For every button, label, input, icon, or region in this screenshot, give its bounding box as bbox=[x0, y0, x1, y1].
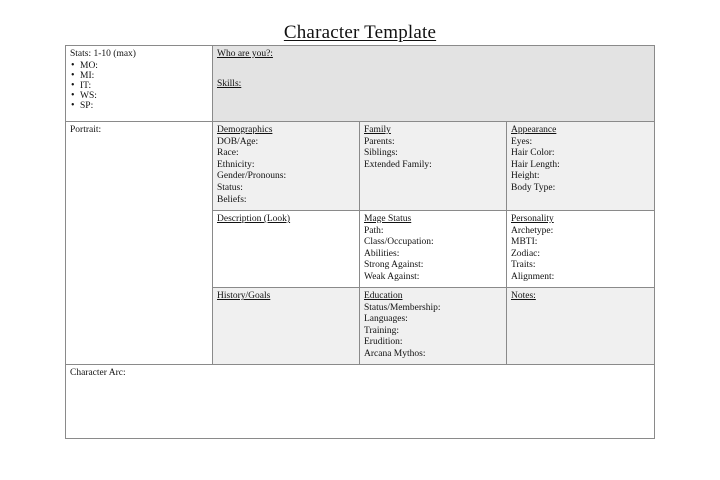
notes-heading: Notes: bbox=[511, 291, 536, 301]
skills-heading: Skills: bbox=[217, 78, 242, 89]
race-field: Race: bbox=[217, 148, 239, 159]
path-field: Path: bbox=[364, 225, 384, 236]
traits-field: Traits: bbox=[511, 260, 536, 271]
ethnicity-field: Ethnicity: bbox=[217, 159, 255, 170]
character-sheet-table bbox=[65, 45, 655, 439]
appearance-cell[interactable] bbox=[507, 122, 655, 211]
description-cell[interactable] bbox=[213, 211, 360, 288]
zodiac-field: Zodiac: bbox=[511, 248, 541, 259]
alignment-field: Alignment: bbox=[511, 271, 555, 282]
who-are-you-heading: Who are you?: bbox=[217, 49, 273, 59]
hair-color-field: Hair Color: bbox=[511, 148, 555, 159]
demographics-heading: Demographics bbox=[217, 125, 273, 135]
education-heading: Education bbox=[364, 291, 403, 301]
family-heading: Family bbox=[364, 125, 391, 135]
who-are-you-cell[interactable] bbox=[213, 46, 655, 122]
personality-cell[interactable] bbox=[507, 211, 655, 288]
history-goals-heading: History/Goals bbox=[217, 291, 271, 301]
dob-age-field: DOB/Age: bbox=[217, 136, 259, 147]
mage-status-heading: Mage Status bbox=[364, 214, 412, 224]
portrait-cell[interactable] bbox=[66, 122, 213, 365]
arcana-mythos-field: Arcana Mythos: bbox=[364, 348, 426, 359]
mbti-field: MBTI: bbox=[511, 237, 538, 248]
stat-ws: • WS: bbox=[80, 91, 208, 101]
stat-mi: • MI: bbox=[80, 71, 208, 81]
stats-cell[interactable] bbox=[66, 46, 213, 122]
stat-mo: • MO: bbox=[80, 61, 208, 71]
eyes-field: Eyes: bbox=[511, 136, 533, 147]
character-arc-cell[interactable] bbox=[66, 365, 655, 439]
demographics-cell[interactable] bbox=[213, 122, 360, 211]
description-heading: Description (Look) bbox=[217, 214, 291, 224]
height-field: Height: bbox=[511, 171, 540, 182]
archetype-field: Archetype: bbox=[511, 225, 554, 236]
family-cell[interactable] bbox=[360, 122, 507, 211]
status-field: Status: bbox=[217, 182, 243, 193]
siblings-field: Siblings: bbox=[364, 148, 398, 159]
body-type-field: Body Type: bbox=[511, 182, 556, 193]
languages-field: Languages: bbox=[364, 314, 408, 325]
page-title: Character Template bbox=[283, 22, 437, 43]
who-gap bbox=[217, 61, 650, 79]
weak-against-field: Weak Against: bbox=[364, 271, 420, 282]
personality-heading: Personality bbox=[511, 214, 554, 224]
gender-pronouns-field: Gender/Pronouns: bbox=[217, 171, 287, 182]
character-arc-label: Character Arc: bbox=[70, 368, 126, 378]
abilities-field: Abilities: bbox=[364, 248, 400, 259]
stats-label: Stats: 1-10 (max) bbox=[70, 49, 136, 59]
history-goals-cell[interactable] bbox=[213, 288, 360, 365]
mage-status-cell[interactable] bbox=[360, 211, 507, 288]
class-occupation-field: Class/Occupation: bbox=[364, 237, 434, 248]
appearance-heading: Appearance bbox=[511, 125, 557, 135]
status-membership-field: Status/Membership: bbox=[364, 302, 441, 313]
strong-against-field: Strong Against: bbox=[364, 260, 424, 271]
training-field: Training: bbox=[364, 325, 400, 336]
stat-it: • IT: bbox=[80, 81, 208, 91]
portrait-label: Portrait: bbox=[70, 125, 102, 135]
stats-list bbox=[70, 61, 208, 111]
stat-sp: • SP: bbox=[80, 101, 208, 111]
beliefs-field: Beliefs: bbox=[217, 194, 247, 205]
extended-family-field: Extended Family: bbox=[364, 159, 432, 170]
parents-field: Parents: bbox=[364, 136, 395, 147]
hair-length-field: Hair Length: bbox=[511, 159, 560, 170]
erudition-field: Erudition: bbox=[364, 337, 403, 348]
education-cell[interactable] bbox=[360, 288, 507, 365]
notes-cell[interactable] bbox=[507, 288, 655, 365]
